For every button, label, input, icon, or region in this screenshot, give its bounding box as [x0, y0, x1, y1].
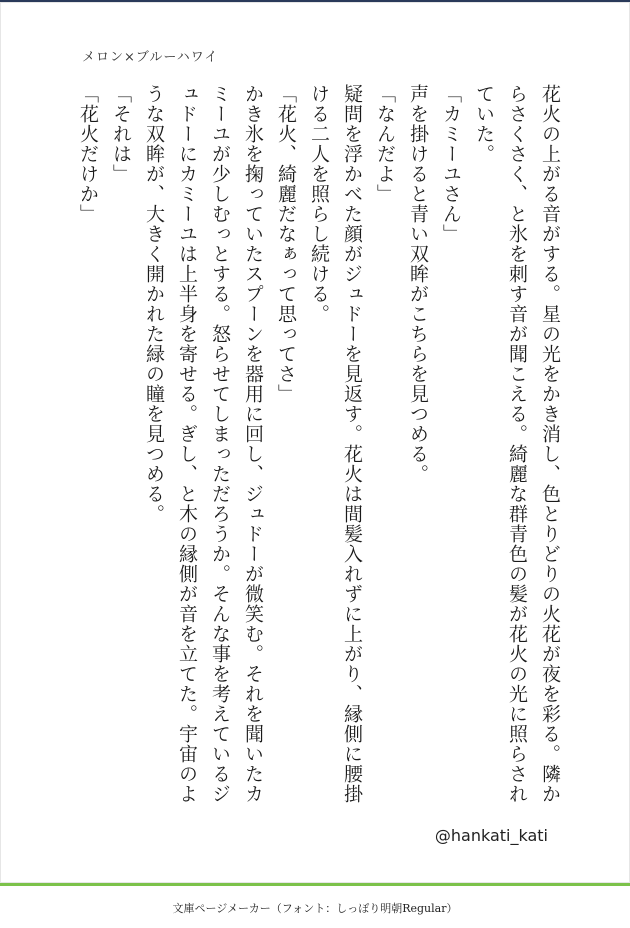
story-title: メロン×ブルーハワイ — [82, 50, 219, 65]
paragraph: 「なんだよ」 — [374, 84, 396, 204]
paragraph: 声を掛けると青い双眸がこちらを見つめる。 — [407, 84, 429, 484]
paragraph: かき氷を掬っていたスプーンを器用に回し、ジュドーが微笑む。それを聞いたカミーユが少しむっとする。怒らせてしまっただろうか。そんな事を考えているジュドーにカミーユは上半身を寄せる。ぎし、と木の縁側が音を立てた。宇宙のような双眸が、大きく開かれた緑の瞳を見つめる。 — [143, 84, 264, 804]
vertical-body-text — [71, 84, 566, 804]
footer-credit: 文庫ページメーカー（フォント：しっぽり明朝Regular） — [172, 902, 458, 915]
paragraph: 疑問を浮かべた顔がジュドーを見返す。花火は間髪入れずに上がり、縁側に腰掛ける二人を照らし続ける。 — [308, 84, 363, 804]
paragraph: 「花火、綺麗だなぁって思ってさ」 — [275, 84, 297, 404]
paragraph: 花火の上がる音がする。星の光をかき消し、色とりどりの火花が夜を彩る。隣からさくさく、と氷を刺す音が聞こえる。綺麗な群青色の髪が花火の光に照らされていた。 — [473, 84, 561, 804]
paragraph: 「花火だけか」 — [77, 84, 99, 224]
paragraph: 「カミーユさん」 — [440, 84, 462, 244]
author-handle: @hankati_kati — [434, 826, 548, 845]
paragraph: 「それは」 — [110, 84, 132, 184]
